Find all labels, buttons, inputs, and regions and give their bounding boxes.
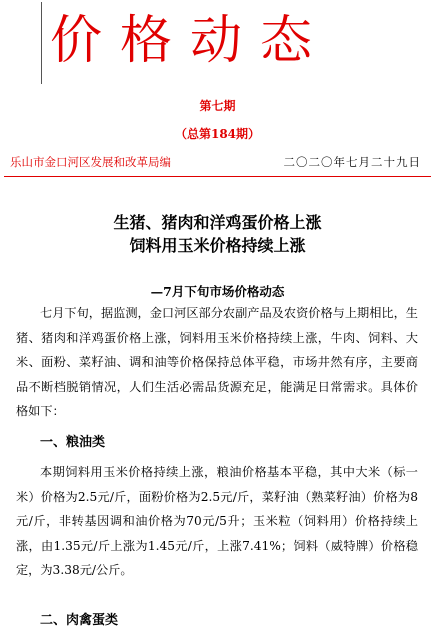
- headline-line-2: 饲料用玉米价格持续上涨: [129, 236, 306, 255]
- article-subtitle: —7月下旬市场价格动态: [150, 284, 285, 299]
- grain-oil-paragraph: 本期饲料用玉米价格持续上涨，粮油价格基本平稳，其中大米（标一米）价格为2.5元/斤，面粉价格为2.5元/斤，菜籽油（熟菜籽油）价格为8元/斤，非转基因调和油价格为70元/5升；玉米粒（饲料用）价格持续上涨，由1.35元/斤上涨为1.45元/斤，上涨7.41%；饲料（威特牌）价格稳定，为3.38元/公斤。: [16, 465, 418, 577]
- issuer-date-line: [10, 154, 421, 170]
- section-heading-grain-oil: 一、粮油类: [40, 435, 106, 450]
- publication-date: 二〇二〇年七月二十九日: [283, 155, 421, 169]
- section-heading-meat-poultry-eggs: 二、肉禽蛋类: [40, 613, 119, 628]
- masthead-title: 价格动态: [50, 11, 331, 71]
- issue-number: 第七期: [199, 99, 236, 113]
- masthead-divider: [4, 176, 431, 177]
- intro-paragraph: 七月下旬，据监测，金口河区部分农副产品及农资价格与上期相比，生猪、猪肉和洋鸡蛋价格上涨，饲料用玉米价格持续上涨，牛肉、饲料、大米、面粉、菜籽油、调和油等价格保持总体平稳，市场井然有序，主要商品不断档脱销情况，人们生活必需品货源充足，能满足日常需求。具体价格如下：: [16, 306, 418, 418]
- issuer-name: 乐山市金口河区发展和改革局编: [10, 155, 171, 169]
- headline-line-1: 生猪、猪肉和洋鸡蛋价格上涨: [113, 213, 322, 232]
- total-issue-number: （总第184期）: [174, 127, 261, 141]
- masthead-guide-line: [41, 2, 42, 84]
